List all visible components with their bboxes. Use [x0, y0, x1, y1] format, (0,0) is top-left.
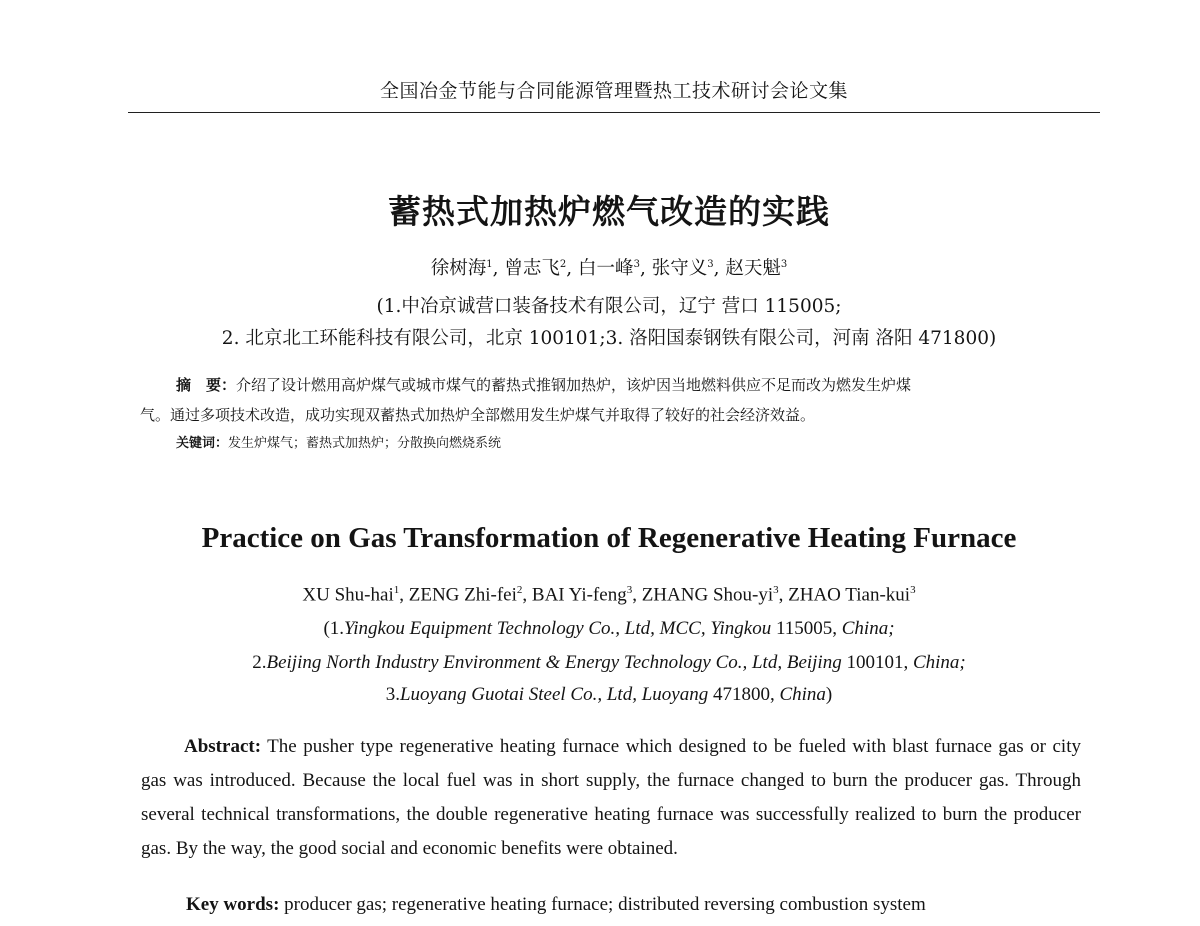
cn-author-aff: 3: [707, 258, 714, 270]
en-abstract-label: Abstract:: [184, 736, 262, 757]
header-rule: [128, 112, 1100, 113]
en-author: BAI Yi-feng: [531, 584, 627, 606]
en-aff-num: 3.: [385, 684, 400, 705]
cn-affiliation-line-1: (1.中冶京诚营口装备技术有限公司，辽宁 营口 115005;: [376, 296, 842, 317]
cn-author: 张守义: [651, 258, 708, 279]
cn-author: 赵天魁: [725, 258, 781, 279]
en-aff-org: Beijing North Industry Environment & Energy Technology Co., Ltd, Beijing: [266, 652, 842, 673]
en-author-aff: 3: [910, 584, 916, 596]
en-author: ZHAO Tian-kui: [788, 584, 911, 606]
en-aff-close: ): [825, 684, 833, 705]
cn-keywords: [140, 432, 1086, 451]
cn-abstract-label: 摘 要：: [176, 376, 237, 394]
running-head: 全国冶金节能与合同能源管理暨热工技术研讨会论文集: [379, 80, 848, 102]
en-keywords-label: Key words:: [186, 894, 280, 915]
cn-abstract-line-2: 气。通过多项技术改造，成功实现双蓄热式加热炉全部燃用发生炉煤气并取得了较好的社会经济效益。: [140, 406, 816, 424]
cn-title: 蓄热式加热炉燃气改造的实践: [388, 192, 830, 231]
en-author: ZHANG Shou-yi: [641, 584, 774, 606]
en-aff-num: 2.: [252, 652, 267, 673]
en-authors: XU Shu-hai$^1$, ZENG Zhi-fei$^2$, BAI Yi-feng$^3$, ZHANG Shou-$yi^3$, ZHAO Tian-kui$^3$: [302, 584, 916, 606]
en-aff-org: Yingkou Equipment Technology Co., Ltd, MCC, Yingkou: [344, 618, 772, 639]
en-aff-code: 471800,: [712, 684, 775, 705]
cn-author-aff: 1: [486, 258, 493, 270]
en-author-aff: 1: [393, 584, 400, 596]
en-abstract-text: The pusher type regenerative heating furnace which designed to be fueled with blast furnace gas or city gas was introduced. Because the local fuel was in short supply, the furnace changed to burn the producer gas. Through several technical transformations, the double regenerative heating furnace was successfully realized to burn the producer gas. By the way, the good social and economic benefits were obtained.: [141, 736, 1081, 859]
cn-author-aff: 2: [559, 258, 567, 270]
en-keywords: [186, 894, 926, 916]
en-affiliation-line-1: [0, 618, 1200, 640]
cn-author-aff: 3: [633, 258, 640, 270]
en-aff-num: (1.: [323, 618, 345, 639]
en-abstract: [141, 730, 1081, 866]
en-aff-code: 115005,: [775, 618, 837, 639]
en-title: Practice on Gas Transformation of Regenerative Heating Furnace: [201, 522, 1017, 554]
en-keywords-text: producer gas; regenerative heating furnace; distributed reversing combustion system: [284, 894, 926, 915]
en-author-aff: 3: [773, 584, 779, 596]
cn-affiliation-line-2: 2. 北京北工环能科技有限公司，北京 100101;3. 洛阳国泰钢铁有限公司，河南 洛阳 471800): [221, 328, 997, 349]
cn-author: 白一峰: [578, 258, 634, 279]
cn-keywords-text: 发生炉煤气；蓄热式加热炉；分散换向燃烧系统: [228, 436, 502, 451]
en-affiliation-line-3: [0, 684, 1200, 706]
en-aff-org: Luoyang Guotai Steel Co., Ltd, Luoyang: [399, 684, 709, 705]
cn-author-aff: 3: [780, 258, 788, 270]
en-author: XU Shu-hai: [302, 584, 394, 606]
en-author-aff: 3: [626, 584, 633, 596]
cn-keywords-label: 关键词：: [176, 436, 229, 451]
en-aff-country: China;: [912, 652, 966, 673]
cn-author: 徐树海: [430, 258, 487, 279]
en-aff-code: 100101,: [846, 652, 909, 673]
cn-abstract-line-1: [140, 374, 1086, 395]
cn-author: 曾志飞: [504, 258, 560, 279]
en-aff-country: China: [779, 684, 826, 705]
en-aff-country: China;: [841, 618, 895, 639]
cn-authors: 徐树海$^1$, 曾志飞$^2$, 白一峰$^3$, 张守义$^3$, 赵天魁$^3$: [430, 258, 788, 279]
en-author: ZENG Zhi-fei: [408, 584, 517, 606]
en-author-aff: 2: [516, 584, 523, 596]
cn-abstract-text: 介绍了设计燃用高炉煤气或城市煤气的蓄热式推钢加热炉，该炉因当地燃料供应不足而改为燃发生炉煤: [236, 376, 912, 394]
en-affiliation-line-2: [0, 652, 1200, 674]
